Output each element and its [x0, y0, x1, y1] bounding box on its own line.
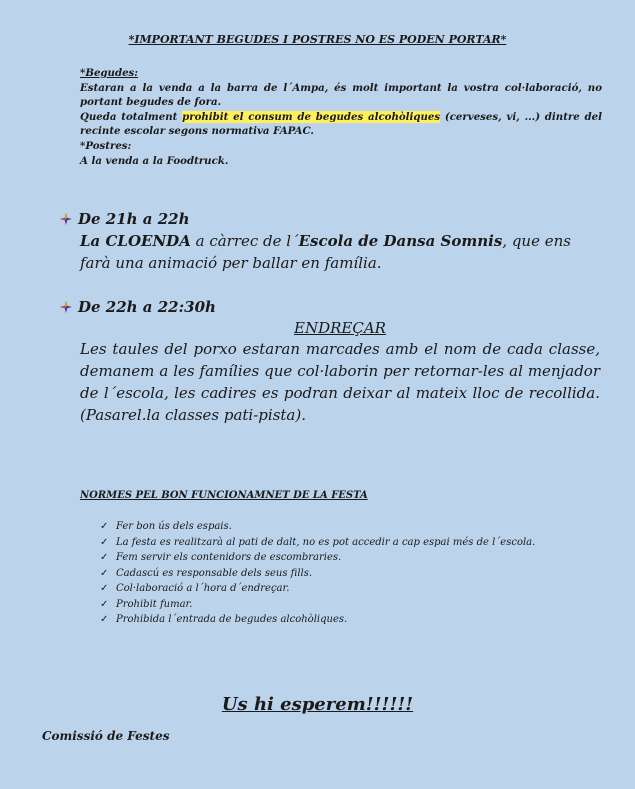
description-suffix: , que ens farà una animació per ballar en família.	[80, 232, 571, 272]
schedule-time-label: De 21h a 22h	[78, 210, 190, 228]
drinks-heading: *Begudes:	[80, 67, 139, 79]
schedule-description	[80, 230, 600, 274]
four-point-star-bullet-icon	[60, 213, 72, 225]
schedule-item-cleanup	[60, 296, 605, 426]
rule-item: ✓ Prohibit fumar.	[100, 597, 535, 613]
four-point-star-bullet-icon	[60, 301, 72, 313]
rule-item: ✓ Prohibida l´entrada de begudes alcohòliques.	[100, 612, 535, 628]
checkmark-icon: ✓	[100, 552, 109, 563]
rules-title: NORMES PEL BON FUNCIONAMNET DE LA FESTA	[80, 490, 368, 501]
checkmark-icon: ✓	[100, 598, 109, 610]
checkmark-icon: ✓	[100, 614, 109, 625]
description-prefix: a càrrec de l´	[190, 232, 299, 250]
schedule-item-closing	[60, 208, 605, 274]
rule-item: ✓ Col·laboració a l´hora d´endreçar.	[100, 581, 535, 597]
rules-list	[100, 519, 535, 628]
checkmark-icon: ✓	[100, 567, 109, 579]
schedule-time	[60, 208, 605, 230]
schedule-time	[60, 296, 605, 318]
notice-title: *IMPORTANT BEGUDES I POSTRES NO ES PODEN PORTAR*	[128, 33, 507, 46]
checkmark-icon: ✓	[100, 583, 109, 594]
ban-highlight: prohibit el consum de begudes alcohòliques	[182, 110, 441, 123]
ban-text-prefix: Queda totalment	[80, 110, 183, 123]
rule-item: ✓ La festa es realitzarà al pati de dalt, no es pot accedir a cap espai més de l´escola.	[100, 535, 535, 551]
dance-school-name: Escola de Dansa Somnis	[298, 232, 503, 250]
checkmark-icon: ✓	[100, 536, 109, 548]
closing-title: La CLOENDA	[80, 232, 191, 250]
desserts-text: A la venda a la Foodtruck.	[80, 154, 229, 167]
notice-block	[80, 66, 602, 168]
closing-message: Us hi esperem!!!!!!	[221, 694, 414, 715]
schedule-time-label: De 22h a 22:30h	[78, 298, 216, 316]
cleanup-subtitle: ENDREÇAR	[294, 319, 386, 337]
rule-item: ✓ Cadascú es responsable dels seus fills.	[100, 566, 535, 582]
alcohol-ban-text	[80, 110, 602, 139]
drinks-text: Estaran a la venda a la barra de l´Ampa, és molt important la vostra col·laboració, no portant begudes de fora.	[80, 81, 602, 109]
checkmark-icon: ✓	[100, 521, 109, 532]
cleanup-description: Les taules del porxo estaran marcades amb el nom de cada classe, demanem a les famílies que col·laborin per retornar-les al menjador de l´escola, les cadires es podran deixar al mateix lloc de recollida. (Pasarel.la classes pati-pista).	[80, 340, 600, 424]
signature: Comissió de Festes	[42, 729, 170, 743]
ban-text-suffix: (cerveses, vi, ...) dintre del recinte escolar segons normativa FAPAC.	[80, 110, 602, 138]
desserts-heading: *Postres:	[80, 139, 132, 152]
rule-item: ✓ Fem servir els contenidors de escombraries.	[100, 550, 535, 566]
rule-item: ✓ Fer bon ús dels espais.	[100, 519, 535, 535]
